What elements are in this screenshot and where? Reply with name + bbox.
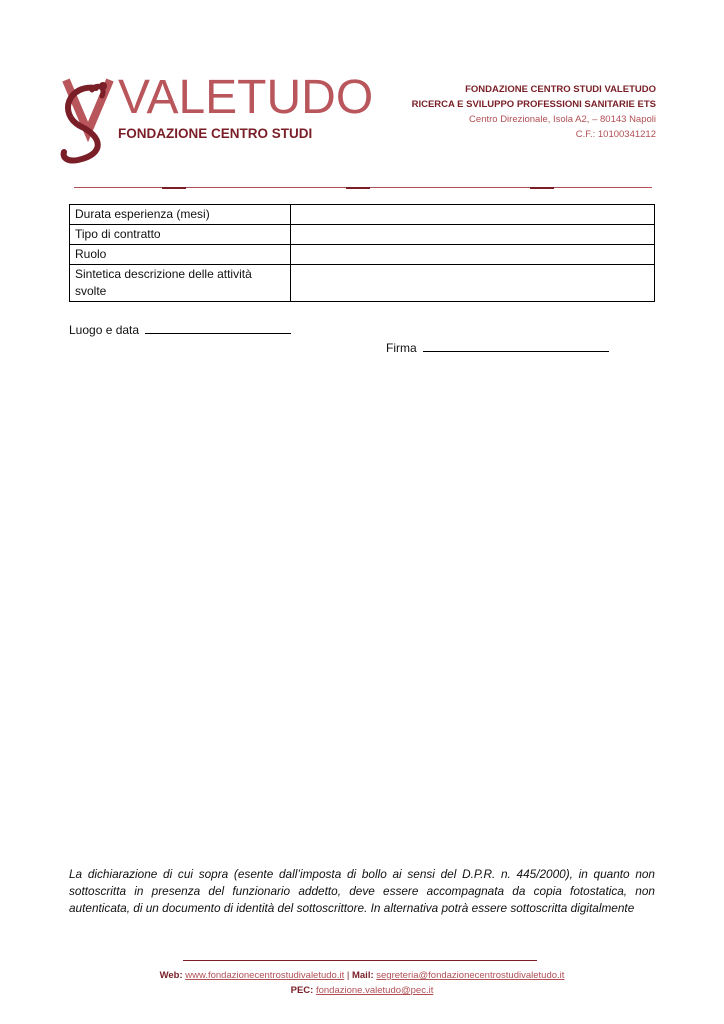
row-value-contract[interactable] <box>291 225 655 245</box>
valetudo-logo <box>58 71 374 166</box>
logo-wordmark: VALETUDO <box>118 71 374 124</box>
org-subtitle: RICERCA E SVILUPPO PROFESSIONI SANITARIE ETS <box>411 99 656 110</box>
table-row <box>70 265 655 302</box>
place-date-field[interactable] <box>145 322 291 334</box>
org-name: FONDAZIONE CENTRO STUDI VALETUDO <box>465 84 656 95</box>
logo-subtitle: FONDAZIONE CENTRO STUDI <box>118 126 313 141</box>
email-link[interactable]: segreteria@fondazionecentrostudivaletudo.it <box>376 970 565 981</box>
org-address: Centro Direzionale, Isola A2, – 80143 Napoli <box>469 114 656 125</box>
pec-label: PEC <box>290 985 311 996</box>
footer-separator: | <box>346 970 350 981</box>
footer-divider <box>183 960 537 961</box>
header-divider <box>74 187 652 188</box>
table-row <box>70 205 655 225</box>
mail-label: Mail: <box>351 970 374 981</box>
row-label-role: Ruolo <box>70 245 291 265</box>
signature-line <box>386 340 609 355</box>
pec-link[interactable]: fondazione.valetudo@pec.it <box>315 985 434 996</box>
footer-line-2: PEC: fondazione.valetudo@pec.it <box>290 985 434 996</box>
row-label-description: Sintetica descrizione delle attività svolte <box>70 265 291 302</box>
row-value-description[interactable] <box>291 265 655 302</box>
org-tax-code: C.F.: 10100341212 <box>575 129 656 140</box>
footer <box>0 968 724 998</box>
row-label-duration: Durata esperienza (mesi) <box>70 205 291 225</box>
experience-table <box>69 204 655 302</box>
signature-label: Firma <box>386 341 417 355</box>
footer-line-1: Web: www.fondazionecentrostudivaletudo.it | Mail: segreteria@fondazionecentrostudivaletudo.it <box>159 970 565 981</box>
row-label-contract: Tipo di contratto <box>70 225 291 245</box>
web-label: Web <box>159 970 180 981</box>
disclaimer-text: La dichiarazione di cui sopra (esente dall’imposta di bollo ai sensi del D.P.R. n. 445/2000), in quanto non sottoscritta in presenza del funzionario addetto, deve essere accompagnata da copia fotostatica, non autenticata, di un documento di identità del sottoscrittore. In alternativa potrà essere sottoscritta digitalmente <box>69 867 655 915</box>
row-value-duration[interactable] <box>291 205 655 225</box>
website-link[interactable]: www.fondazionecentrostudivaletudo.it <box>185 970 345 981</box>
row-value-role[interactable] <box>291 245 655 265</box>
org-info <box>412 82 656 142</box>
signature-field[interactable] <box>423 340 609 352</box>
table-row <box>70 245 655 265</box>
table-row <box>70 225 655 245</box>
place-date-line <box>69 322 291 337</box>
place-date-label: Luogo e data <box>69 323 140 337</box>
